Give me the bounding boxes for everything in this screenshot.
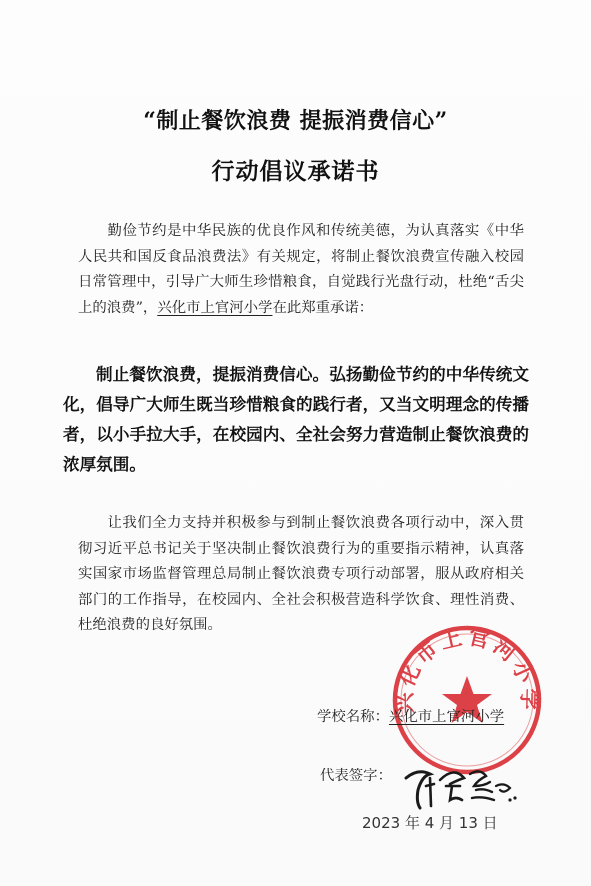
title-line-2: 行动倡议承诺书 [211, 158, 380, 185]
title-line-1: “制止餐饮浪费 提振消费信心” [143, 108, 448, 134]
intro-text: 勤俭节约是中华民族的优良作风和传统美德，为认真落实《中华人民共和国反食品浪费法》有关规定，将制止餐饮浪费宣传融入校园日常管理中，引导广大师生珍惜粮食，自觉践行光盘行动，杜绝“舌尖上的浪费”， [78, 223, 524, 316]
paragraph-pledge [63, 360, 529, 480]
school-label: 学校名称： [317, 709, 389, 725]
action-text: 让我们全力支持并积极参与到制止餐饮浪费各项行动中，深入贯彻习近平总书记关于坚决制止餐饮浪费行为的重要指示精神，认真落实国家市场监督管理总局制止餐饮浪费专项行动部署，服从政府相关部门的工作指导，在校园内、全社会积极营造科学饮食、理性消费、杜绝浪费的良好氛围。 [78, 515, 524, 633]
school-name-row [317, 705, 504, 726]
representative-label: 代表签字： [320, 768, 392, 784]
intro-school-name: 兴化市上官河小学 [157, 299, 273, 316]
paragraph-call-to-action [78, 511, 524, 639]
date: 2023 年 4 月 13 日 [362, 814, 498, 832]
representative-row [320, 764, 392, 785]
seal-text: 兴化市上官河小学 [392, 624, 542, 714]
official-seal [388, 624, 543, 776]
pledge-text: 制止餐饮浪费，提振消费信心。弘扬勤俭节约的中华传统文化，倡导广大师生既当珍惜粮食的践行者，又当文明理念的传播者，以小手拉大手，在校园内、全社会努力营造制止餐饮浪费的浓厚氛围。 [63, 365, 529, 474]
school-value: 兴化市上官河小学 [388, 709, 505, 725]
handwritten-signature [400, 756, 520, 816]
intro-end: 在此郑重承诺： [272, 299, 374, 316]
paragraph-intro [78, 219, 524, 321]
